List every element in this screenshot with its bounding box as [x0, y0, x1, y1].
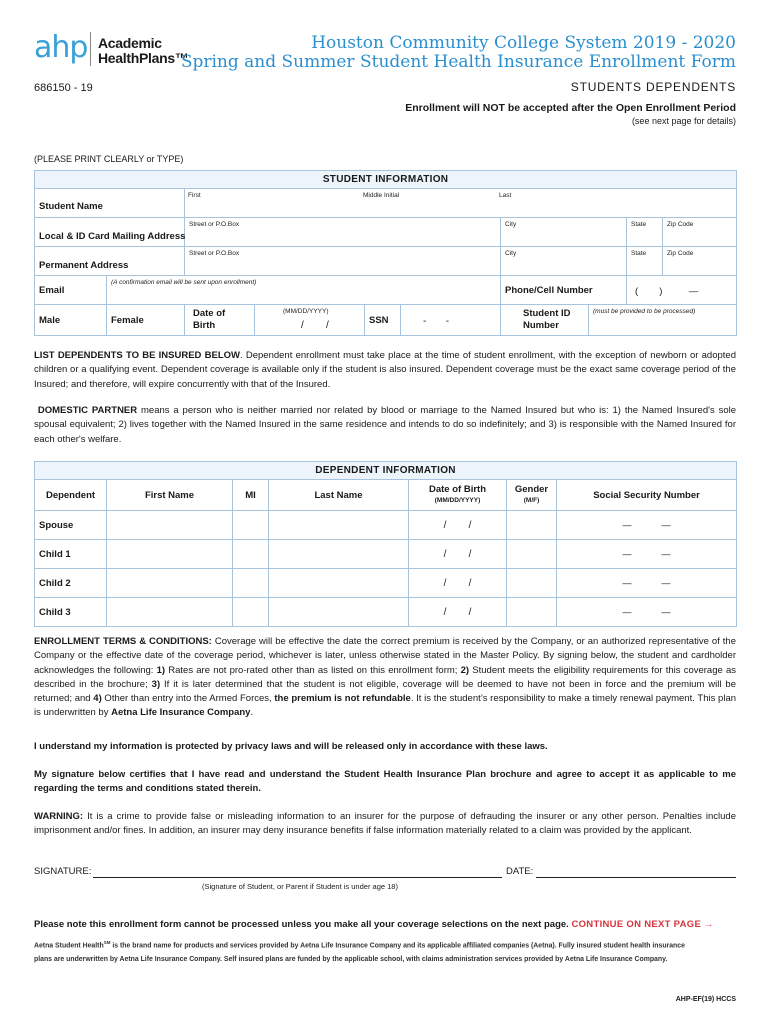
terms-num-3: 3): [151, 678, 161, 690]
terms-text-4: If it is later determined that the student is not eligible, coverage will be deemed to have not been in force and the premium will be returned; and: [34, 678, 737, 705]
aetna-underwriter: Aetna Life Insurance Company: [111, 707, 251, 719]
gender-cell[interactable]: [507, 540, 557, 569]
mailing-street-field[interactable]: [185, 218, 501, 247]
first-name-cell[interactable]: [107, 511, 233, 540]
email-label: [35, 276, 107, 305]
mi-cell[interactable]: [233, 598, 269, 627]
col-last-name: Last Name: [269, 480, 409, 511]
aetna-brand-line-1: [34, 940, 685, 949]
email-field[interactable]: [107, 276, 501, 305]
last-name-cell[interactable]: [269, 540, 409, 569]
terms-text-1: Coverage will be effective the date the correct premium is received by the Company, or an authorized representative of the Company or the effective date of the coverage period, whichever is later, unless otherwise stated in the Master Policy. By signing below, the student and cardholder acknowledges the following:: [34, 636, 736, 676]
zip-sublabel: Zip Code: [667, 221, 694, 228]
phone-text: Phone/Cell Number: [505, 284, 593, 296]
phone-format: ( ) —: [635, 286, 699, 297]
row-label: [35, 598, 107, 627]
col-dob-sub: (MM/DD/YYYY): [434, 497, 481, 504]
last-name-cell[interactable]: [269, 511, 409, 540]
permanent-street-field[interactable]: [185, 247, 501, 276]
ahp-logo-mark: ahp: [34, 30, 88, 65]
ssn-cell[interactable]: — —: [557, 540, 737, 569]
state-sublabel: State: [631, 221, 647, 228]
student-name-label: [35, 189, 185, 218]
certification-statement: My signature below certifies that I have read and understand the Student Health Insurance Plan brochure and agree to accept it as applicable to me regarding the terms and conditions stated therein.: [34, 769, 736, 795]
email-text: Email: [39, 284, 65, 296]
domestic-partner-paragraph: [34, 404, 736, 447]
dependent-row-child-1: [35, 540, 737, 569]
gender-cell[interactable]: [507, 598, 557, 627]
logo-line-2: HealthPlans™: [98, 50, 189, 66]
aetna-brand-text: is the brand name for products and services provided by Aetna Life Insurance Company and its applicable affiliated companies (Aetna). Fully insured student health insurance: [110, 942, 685, 950]
warning-paragraph: [34, 810, 736, 839]
zip-sublabel: Zip Code: [667, 250, 694, 257]
row-label: [35, 540, 107, 569]
mi-cell[interactable]: [233, 511, 269, 540]
gender-cell[interactable]: [507, 569, 557, 598]
last-sublabel: Last: [499, 192, 512, 199]
date-line[interactable]: [536, 877, 736, 878]
female-option[interactable]: [107, 305, 185, 336]
date-label: DATE:: [506, 866, 534, 877]
list-dependents-text: . Dependent enrollment must take place at the time of student enrollment, with the exception of newborn or adopted children or a qualifying event. Dependent coverage is available only if the student is also insured. Dependent coverage must be the exact same coverage period of the Insured; and therefore, will expire concurrently with that of the Insured.: [34, 350, 736, 390]
terms-text-6: . It is the student’s responsibility to make a timely renewal payment. This plan is underwritten by: [34, 693, 737, 719]
city-sublabel: City: [505, 250, 517, 257]
first-name-cell[interactable]: [107, 598, 233, 627]
first-sublabel: First: [188, 192, 201, 199]
permanent-address-text: Permanent Address: [39, 260, 129, 271]
aetna-brand-name: Aetna Student Health: [34, 942, 104, 950]
dependent-row-spouse: [35, 511, 737, 540]
mailing-city-field[interactable]: [501, 218, 627, 247]
terms-text-2: Rates are not pro-rated other than as listed on this enrollment form;: [165, 664, 461, 676]
col-gender-sub: (M/F): [523, 497, 540, 504]
row-label-text: Child 1: [39, 548, 71, 560]
terms-num-4: 4): [93, 693, 102, 705]
permanent-zip-field[interactable]: [663, 247, 737, 276]
terms-num-1: 1): [156, 664, 166, 676]
signature-label: SIGNATURE:: [34, 866, 92, 877]
logo-divider: [90, 32, 91, 66]
row-label: [35, 569, 107, 598]
dependent-information-table: [34, 461, 737, 627]
mi-cell[interactable]: [233, 569, 269, 598]
last-name-cell[interactable]: [269, 598, 409, 627]
student-info-heading: STUDENT INFORMATION: [35, 171, 737, 189]
gender-cell[interactable]: [507, 511, 557, 540]
list-dependents-paragraph: [34, 349, 736, 392]
dob-cell[interactable]: / /: [409, 511, 507, 540]
row-label: [35, 511, 107, 540]
female-text: Female: [111, 314, 144, 326]
city-sublabel: City: [505, 221, 517, 228]
dependent-row-child-2: [35, 569, 737, 598]
not-refundable-text: the premium is not refundable: [274, 693, 411, 705]
first-name-cell[interactable]: [107, 540, 233, 569]
ssn-dashes: - -: [423, 316, 450, 327]
ssn-cell[interactable]: — —: [557, 598, 737, 627]
dob-cell[interactable]: / /: [409, 598, 507, 627]
domestic-partner-heading: DOMESTIC PARTNER: [37, 405, 138, 416]
warning-label: WARNING:: [34, 811, 84, 822]
dob-label: [185, 305, 255, 336]
dependent-header-row: [35, 480, 737, 511]
permanent-state-field[interactable]: [627, 247, 663, 276]
row-label-text: Child 3: [39, 606, 71, 618]
terms-num-2: 2): [460, 664, 470, 676]
student-name-field[interactable]: [185, 189, 737, 218]
academic-healthplans-logo: [98, 36, 189, 66]
student-id-field[interactable]: [589, 305, 737, 336]
aetna-brand-line-2: plans are underwritten by Aetna Life Insurance Company. Self insured plans are funded by the applicable school, with claims administration services provided by Aetna Life Insurance Company.: [34, 956, 668, 963]
footer-note: [34, 919, 714, 930]
see-next-note: (see next page for details): [631, 116, 736, 126]
ssn-cell[interactable]: — —: [557, 569, 737, 598]
ssn-text: SSN: [369, 314, 389, 326]
row-label-text: Spouse: [39, 519, 74, 531]
ssn-field[interactable]: [401, 305, 501, 336]
permanent-city-field[interactable]: [501, 247, 627, 276]
dob-cell[interactable]: / /: [409, 540, 507, 569]
phone-label: [501, 276, 627, 305]
mailing-zip-field[interactable]: [663, 218, 737, 247]
male-option[interactable]: [35, 305, 107, 336]
row-label-text: Child 2: [39, 577, 71, 589]
col-ssn: Social Security Number: [557, 480, 737, 511]
form-code: AHP-EF(19) HCCS: [675, 996, 736, 1003]
mailing-address-label: [35, 218, 185, 247]
state-sublabel: State: [631, 250, 647, 257]
form-type: STUDENTS DEPENDENTS: [570, 80, 736, 94]
mi-cell[interactable]: [233, 540, 269, 569]
signature-line[interactable]: [93, 877, 502, 878]
domestic-partner-text: means a person who is neither married nor related by blood or marriage to the Named Insured but who is: 1) the Named Insured's sole spousal equivalent; 2) lives together with the Named Insured in the same residence and intends to do so indefinitely; and 3) is responsible with the Named Insured for each other's welfare.: [34, 405, 736, 445]
col-dob-text: Date of Birth: [429, 484, 486, 495]
print-clearly-note: (PLEASE PRINT CLEARLY or TYPE): [34, 154, 184, 164]
male-text: Male: [39, 314, 61, 326]
col-gender: [507, 480, 557, 511]
dependent-info-heading: DEPENDENT INFORMATION: [35, 462, 737, 480]
middle-initial-sublabel: Middle Initial: [363, 192, 400, 199]
phone-field[interactable]: [627, 276, 737, 305]
email-note: (A confirmation email will be sent upon enrollment): [111, 279, 257, 286]
mailing-address-text: Local & ID Card Mailing Address: [39, 231, 186, 242]
col-dependent: Dependent: [35, 480, 107, 511]
student-id-label: [501, 305, 589, 336]
list-dependents-heading: LIST DEPENDENTS TO BE INSURED BELOW: [34, 350, 240, 361]
dependent-row-child-3: [35, 598, 737, 627]
dob-slashes: / /: [301, 320, 329, 331]
warning-text: It is a crime to provide false or misleading information to an insurer for the purpose of defrauding the insurer or any other person. Penalties include imprisonment and/or fines. In addition, an insurer may deny insurance benefits if false information materially related to a claim was provided by the applicant.: [34, 811, 736, 837]
street-sublabel: Street or P.O.Box: [189, 221, 240, 228]
form-title-line-2: Spring and Summer Student Health Insurance Enrollment Form: [180, 52, 736, 72]
dob-format-hint: (MM/DD/YYYY): [283, 308, 329, 315]
enrollment-terms-paragraph: [34, 635, 736, 721]
terms-text-5: Other than entry into the Armed Forces,: [101, 693, 275, 705]
col-gender-text: Gender: [514, 484, 549, 495]
terms-heading: ENROLLMENT TERMS & CONDITIONS:: [34, 636, 212, 647]
ssn-cell[interactable]: — —: [557, 511, 737, 540]
privacy-statement: I understand my information is protected by privacy laws and will be released only in accordance with these laws.: [34, 741, 548, 752]
permanent-address-label: [35, 247, 185, 276]
street-sublabel: Street or P.O.Box: [189, 250, 240, 257]
terms-text-7: .: [250, 707, 254, 719]
student-information-table: [34, 170, 737, 336]
last-name-cell[interactable]: [269, 569, 409, 598]
form-title-line-1: Houston Community College System 2019 - 2020: [311, 33, 736, 53]
footer-note-text: Please note this enrollment form cannot be processed unless you make all your coverage selections on the next page.: [34, 919, 569, 930]
student-name-text: Student Name: [39, 201, 103, 212]
first-name-cell[interactable]: [107, 569, 233, 598]
col-date-of-birth: [409, 480, 507, 511]
enrollment-note: Enrollment will NOT be accepted after the Open Enrollment Period: [405, 102, 736, 114]
dob-field[interactable]: [255, 305, 365, 336]
mailing-state-field[interactable]: [627, 218, 663, 247]
dob-text: Date of Birth: [193, 308, 226, 331]
dob-cell[interactable]: / /: [409, 569, 507, 598]
service-mark: SM: [103, 940, 111, 945]
terms-text-3: Student meets the eligibility requirements for this coverage as described in the brochure;: [34, 664, 736, 690]
logo-line-1: Academic: [98, 35, 162, 51]
form-number: 686150 - 19: [34, 82, 93, 94]
ssn-label: [365, 305, 401, 336]
signature-note: (Signature of Student, or Parent if Student is under age 18): [202, 882, 398, 891]
col-mi: MI: [233, 480, 269, 511]
student-id-text: Student ID Number: [523, 308, 571, 331]
student-id-note: (must be provided to be processed): [593, 308, 696, 315]
col-first-name: First Name: [107, 480, 233, 511]
continue-next-page-link[interactable]: CONTINUE ON NEXT PAGE →: [571, 919, 714, 930]
